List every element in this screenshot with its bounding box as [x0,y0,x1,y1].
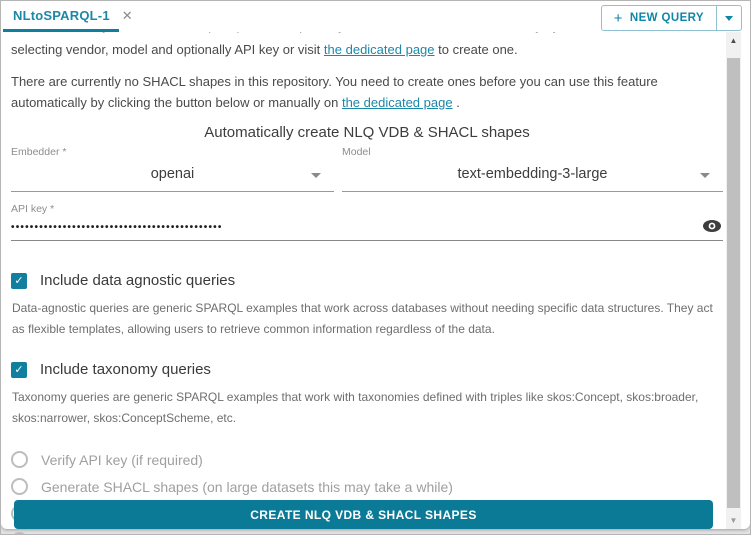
checkbox-checked-icon[interactable]: ✓ [11,362,27,378]
shacl-warning-text: There are currently no SHACL shapes in this repository. You need to create ones before you can use this feature automatically by clicking the button below or manually on [11,74,658,110]
shacl-warning-suffix: . [452,95,460,110]
embedder-select[interactable] [11,159,334,192]
new-query-label: NEW QUERY [629,12,704,24]
model-label: Model [342,146,371,158]
checkbox-checked-icon[interactable]: ✓ [11,273,27,289]
vertical-scrollbar[interactable] [726,32,741,529]
scroll-up-arrow-icon[interactable]: ▲ [729,36,738,45]
dedicated-page-link-2[interactable]: the dedicated page [341,95,453,110]
model-select[interactable] [342,159,723,192]
new-query-dropdown-button[interactable] [716,6,741,30]
embedder-value: openai [150,166,195,182]
data-agnostic-checkbox-row[interactable] [11,272,723,289]
model-value: text-embedding-3-large [457,166,608,182]
step-label: Generate SHACL shapes (on large datasets this may take a while) [41,478,453,495]
form-heading: Automatically create NLQ VDB & SHACL shapes [204,124,530,141]
embedder-field [11,144,334,192]
api-key-field [11,201,723,241]
panel-content [1,32,726,535]
tab-nltosparql-1[interactable] [1,1,145,29]
chevron-down-icon [700,173,710,178]
close-icon[interactable]: ✕ [121,7,133,23]
eye-icon [702,219,722,233]
new-query-button[interactable] [602,6,716,30]
taxonomy-description: Taxonomy queries are generic SPARQL examples that work with taxonomies defined with triples like skos:Concept, skos:broader, skos:narrower, skos:ConceptScheme, etc. [12,390,699,425]
chevron-down-icon [725,16,733,21]
scrollbar-thumb[interactable] [727,58,740,508]
clipped-text [11,32,723,33]
api-key-label: API key * [11,203,55,215]
new-query-split-button [601,5,742,31]
shacl-warning-paragraph [11,71,723,113]
clipped-text-line [11,32,723,39]
embedder-model-row [11,144,723,192]
embedder-label: Embedder * [11,146,67,158]
step-verify-api-key [11,446,723,473]
query-panel [1,1,750,529]
tab-label: NLtoSPARQL-1 [13,7,110,23]
intro-paragraph [11,39,723,60]
toggle-password-visibility-button[interactable] [701,219,723,235]
data-agnostic-description: Data-agnostic queries are generic SPARQL examples that work across databases without needing specific data structures. They act as flexible templates, allowing users to retrieve common information regardless of the data. [12,301,713,336]
tab-bar [1,1,750,32]
radio-circle-icon [11,451,28,468]
taxonomy-option [11,361,723,429]
plus-icon: + [613,9,623,27]
create-nlq-vdb-button[interactable]: CREATE NLQ VDB & SHACL SHAPES [14,500,713,529]
data-agnostic-option [11,272,723,340]
intro-text-suffix: to create one. [434,42,518,57]
dedicated-page-link-1[interactable]: the dedicated page [323,42,435,57]
radio-circle-icon [11,478,28,495]
taxonomy-checkbox-label: Include taxonomy queries [40,361,211,378]
model-field [342,144,723,192]
api-key-input[interactable]: ••••••••••••••••••••••••••••••••••••••••••••• [11,216,723,241]
chevron-down-icon [311,173,321,178]
step-label: Verify API key (if required) [41,451,203,468]
intro-text: selecting vendor, model and optionally API key or visit [11,42,321,57]
scroll-down-arrow-icon[interactable]: ▼ [729,516,738,525]
taxonomy-checkbox-row[interactable] [11,361,723,378]
data-agnostic-checkbox-label: Include data agnostic queries [40,272,236,289]
step-generate-shacl [11,473,723,500]
